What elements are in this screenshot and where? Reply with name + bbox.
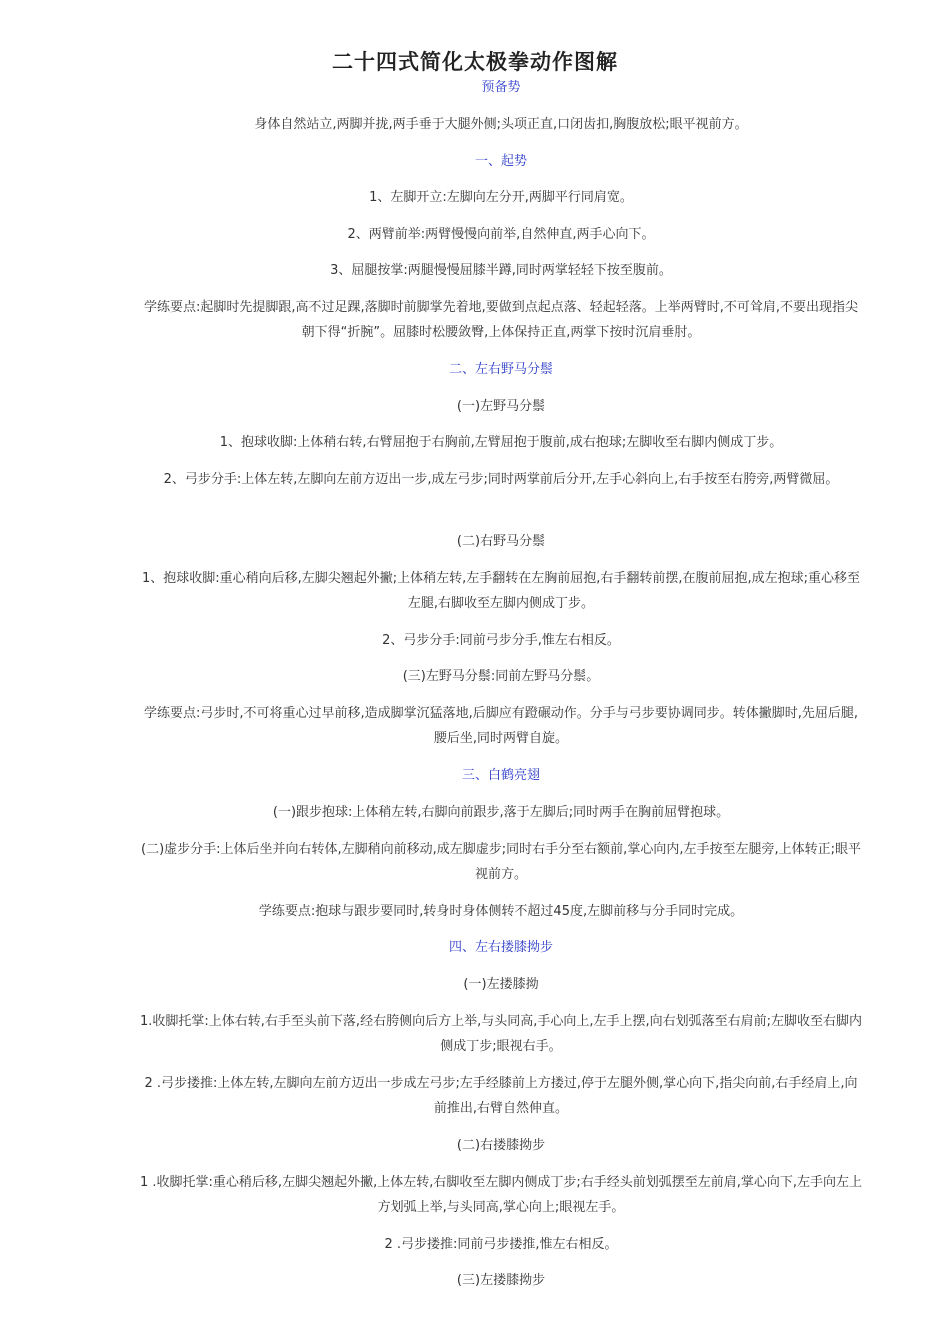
paragraph: (一)跟步抱球:上体稍左转,右脚向前跟步,落于左脚后;同时两手在胸前屈臂抱球。 — [272, 805, 730, 820]
paragraph: 学练要点:抱球与跟步要同时,转身时身体侧转不超过45度,左脚前移与分手同时完成。 — [258, 904, 744, 919]
subsection-heading: (二)右搂膝拗步 — [456, 1138, 546, 1153]
paragraph: 2 .弓步搂推:同前弓步搂推,惟左右相反。 — [384, 1237, 618, 1252]
paragraph: 2、弓步分手:上体左转,左脚向左前方迈出一步,成左弓步;同时两掌前后分开,左手心斜向上,右手按至右胯旁,两臂微屈。 — [163, 472, 839, 487]
subsection-heading: (二)右野马分鬃 — [456, 534, 546, 549]
section-heading-2: 二、左右野马分鬃 — [448, 362, 553, 377]
subsection-heading: (一)左野马分鬃 — [456, 399, 546, 414]
section-heading-3: 三、白鹤亮翅 — [461, 768, 540, 783]
paragraph: 1 .收脚托掌:重心稍后移,左脚尖翘起外撇,上体左转,右脚收至左脚内侧成丁步;右手经头前划弧摆至左前肩,掌心向下,左手向左上方划弧上举,与头同高,掌心向上;眼视左手。 — [140, 1175, 862, 1215]
section-heading-1: 一、起势 — [474, 154, 527, 169]
paragraph: 2、两臂前举:两臂慢慢向前举,自然伸直,两手心向下。 — [347, 227, 655, 242]
subsection-heading: (三)左野马分鬃:同前左野马分鬃。 — [402, 669, 600, 684]
subsection-heading: (三)左搂膝拗步 — [456, 1273, 546, 1288]
paragraph: (二)虚步分手:上体后坐并向右转体,左脚稍向前移动,成左脚虚步;同时右手分至右额前,掌心向内,左手按至左腿旁,上体转正;眼平视前方。 — [141, 842, 861, 882]
paragraph: 1、抱球收脚:重心稍向后移,左脚尖翘起外撇;上体稍左转,左手翻转在左胸前屈抱,右手翻转前摆,在腹前屈抱,成左抱球;重心移至左腿,右脚收至左脚内侧成丁步。 — [141, 571, 861, 611]
subsection-heading: (一)左搂膝拗 — [463, 977, 539, 992]
paragraph: 学练要点:起脚时先提脚跟,高不过足踝,落脚时前脚掌先着地,要做到点起点落、轻起轻落。上举两臂时,不可耸肩,不要出现指尖朝下得“折腕”。屈膝时松腰敛臀,上体保持正直,两掌下按时沉肩垂肘。 — [143, 300, 859, 340]
paragraph: 1、左脚开立:左脚向左分开,两脚平行同肩宽。 — [369, 190, 633, 205]
page-title: 二十四式简化太极拳动作图解 — [332, 50, 618, 74]
paragraph: 学练要点:弓步时,不可将重心过早前移,造成脚掌沉猛落地,后脚应有蹬碾动作。分手与弓步要协调同步。转体撇脚时,先屈后腿,腰后坐,同时两臂自旋。 — [143, 706, 859, 746]
paragraph: 身体自然站立,两脚并拢,两手垂于大腿外侧;头项正直,口闭齿扣,胸腹放松;眼平视前方。 — [254, 117, 748, 132]
paragraph: 1、抱球收脚:上体稍右转,右臂屈抱于右胸前,左臂屈抱于腹前,成右抱球;左脚收至右脚内侧成丁步。 — [219, 435, 783, 450]
section-heading-preparatory: 预备势 — [481, 80, 521, 95]
section-heading-4: 四、左右搂膝拗步 — [448, 940, 553, 955]
paragraph: 1.收脚托掌:上体右转,右手至头前下落,经右胯侧向后方上举,与头同高,手心向上,左手上摆,向右划弧落至右肩前;左脚收至右脚内侧成丁步;眼视右手。 — [140, 1014, 862, 1054]
paragraph: 2 .弓步搂推:上体左转,左脚向左前方迈出一步成左弓步;左手经膝前上方搂过,停于左腿外侧,掌心向下,指尖向前,右手经肩上,向前推出,右臂自然伸直。 — [144, 1076, 858, 1116]
paragraph: 3、屈腿按掌:两腿慢慢屈膝半蹲,同时两掌轻轻下按至腹前。 — [330, 263, 672, 278]
paragraph: 2、弓步分手:同前弓步分手,惟左右相反。 — [382, 633, 620, 648]
